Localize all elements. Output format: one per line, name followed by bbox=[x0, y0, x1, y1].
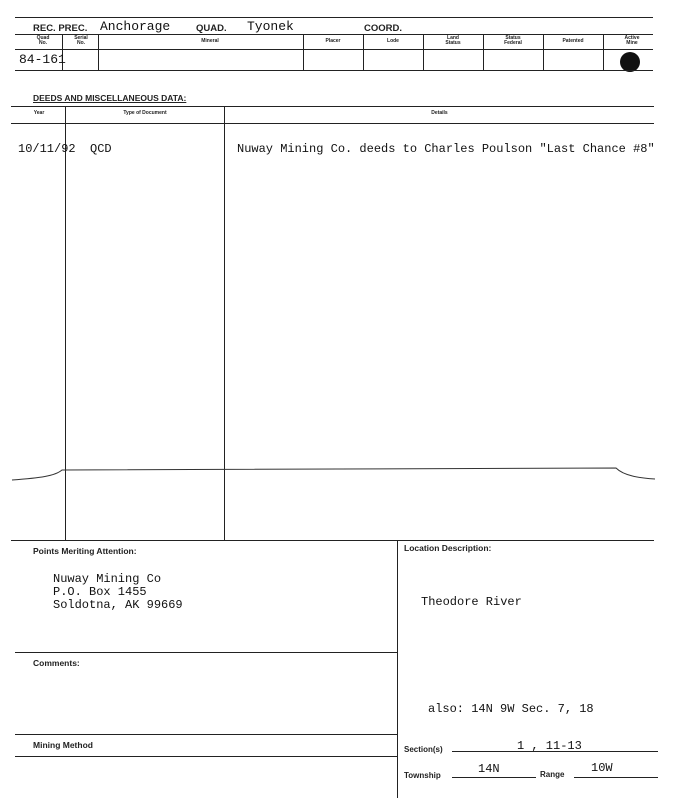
rec-prec-value: Anchorage bbox=[100, 19, 171, 34]
col-details: Details bbox=[431, 110, 448, 116]
sections-value: 1 , 11-13 bbox=[517, 739, 582, 753]
col-land-status: Land Status bbox=[445, 35, 461, 46]
township-label: Township bbox=[404, 771, 441, 780]
range-label: Range bbox=[540, 770, 565, 779]
col-type-of-document: Type of Document bbox=[123, 110, 167, 116]
col-status-federal: Status Federal bbox=[504, 35, 522, 46]
col-patented: Patented bbox=[562, 38, 584, 44]
col-placer: Placer bbox=[325, 38, 341, 44]
location-also: also: 14N 9W Sec. 7, 18 bbox=[428, 702, 594, 716]
col-mineral: Mineral bbox=[201, 38, 219, 44]
deeds-section-title: DEEDS AND MISCELLANEOUS DATA: bbox=[33, 93, 187, 103]
col-active-mine: Active Mine bbox=[624, 35, 640, 46]
page-fold-line bbox=[0, 462, 678, 486]
col-lode: Lode bbox=[387, 38, 399, 44]
location-description-label: Location Description: bbox=[404, 543, 492, 553]
deed-details: Nuway Mining Co. deeds to Charles Poulson "Last Chance #8" bbox=[237, 142, 655, 156]
col-quad-no: Quad No. bbox=[36, 35, 50, 46]
location-description-value: Theodore River bbox=[421, 595, 522, 609]
sections-label: Section(s) bbox=[404, 745, 443, 754]
points-meriting-attention-label: Points Meriting Attention: bbox=[33, 546, 137, 556]
points-line-3: Soldotna, AK 99669 bbox=[53, 598, 183, 612]
points-line-1: Nuway Mining Co bbox=[53, 572, 162, 586]
township-value: 14N bbox=[478, 762, 500, 776]
rec-prec-label: REC. PREC. bbox=[33, 23, 88, 34]
coord-label: COORD. bbox=[364, 23, 402, 34]
quad-value: Tyonek bbox=[247, 19, 294, 34]
mining-method-label: Mining Method bbox=[33, 740, 93, 750]
deed-year: 10/11/92 bbox=[18, 142, 76, 156]
quad-number-value: 84-161 bbox=[19, 52, 66, 67]
points-line-2: P.O. Box 1455 bbox=[53, 585, 147, 599]
range-value: 10W bbox=[591, 761, 613, 775]
col-year: Year bbox=[33, 110, 45, 116]
col-serial-no: Serial No. bbox=[74, 35, 88, 46]
quad-label: QUAD. bbox=[196, 23, 227, 34]
comments-label: Comments: bbox=[33, 658, 80, 668]
deed-type: QCD bbox=[90, 142, 112, 156]
active-mine-marker bbox=[620, 52, 640, 72]
